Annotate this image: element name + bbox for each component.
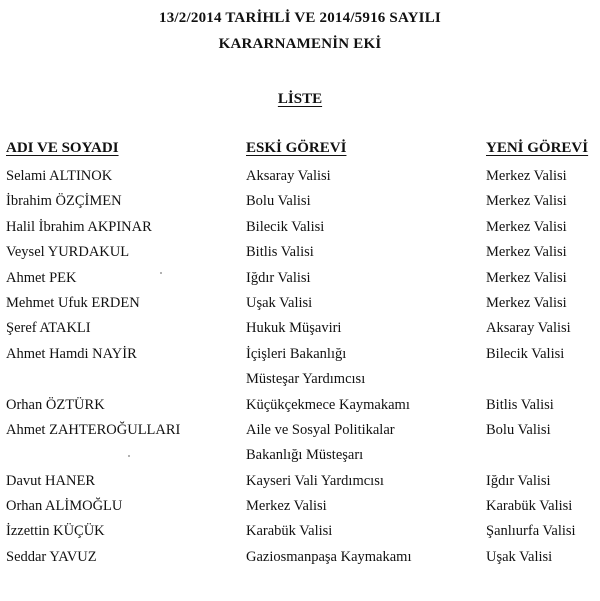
new-role: Merkez Valisi [486, 269, 567, 286]
new-role: Bolu Valisi [486, 421, 551, 438]
old-role: Bolu Valisi [246, 193, 311, 210]
new-role: Uşak Valisi [486, 548, 553, 565]
old-role: Karabük Valisi [246, 523, 333, 540]
person-name: İbrahim ÖZÇİMEN [6, 193, 122, 210]
list-row [0, 469, 600, 494]
person-name: Mehmet Ufuk ERDEN [6, 294, 140, 311]
person-name: Ahmet ZAHTEROĞULLARI [6, 421, 181, 438]
new-role: Iğdır Valisi [486, 472, 551, 489]
person-name: Selami ALTINOK [6, 168, 113, 184]
list-row-continuation [0, 443, 600, 468]
list-row-continuation [0, 367, 600, 392]
new-role: Merkez Valisi [486, 168, 567, 184]
old-role: Bitlis Valisi [246, 244, 314, 261]
list-row [0, 418, 600, 443]
list-row [0, 240, 600, 265]
list-row [0, 545, 600, 570]
list-row [0, 393, 600, 418]
old-role: Bilecik Valisi [246, 218, 325, 235]
old-role: Aksaray Valisi [246, 168, 331, 184]
new-role: Bilecik Valisi [486, 345, 565, 362]
old-role: Merkez Valisi [246, 498, 327, 515]
new-role: Bitlis Valisi [486, 396, 554, 413]
person-name: Orhan ALİMOĞLU [6, 498, 123, 515]
list-row [0, 215, 600, 240]
new-role: Aksaray Valisi [486, 320, 571, 337]
old-role: Aile ve Sosyal Politikalar [246, 421, 395, 438]
new-role: Karabük Valisi [486, 498, 573, 515]
old-role: Uşak Valisi [246, 294, 313, 311]
new-role: Merkez Valisi [486, 218, 567, 235]
person-name: İzzettin KÜÇÜK [6, 523, 105, 540]
old-role: Gaziosmanpaşa Kaymakamı [246, 548, 412, 565]
list-row [0, 291, 600, 316]
new-role: Merkez Valisi [486, 294, 567, 311]
old-role: Müsteşar Yardımcısı [246, 371, 366, 388]
old-role: Iğdır Valisi [246, 269, 311, 286]
person-name: Halil İbrahim AKPINAR [6, 218, 152, 235]
list-row [0, 189, 600, 214]
new-role: Merkez Valisi [486, 193, 567, 210]
old-role: Küçükçekmece Kaymakamı [246, 396, 410, 413]
document-title-line-1: 13/2/2014 TARİHLİ VE 2014/5916 SAYILI [159, 10, 441, 26]
document-title-line-2: KARARNAMENİN EKİ [218, 36, 382, 52]
list-row [0, 266, 600, 291]
new-role: Merkez Valisi [486, 244, 567, 261]
column-header-old-role: ESKİ GÖREVİ [246, 140, 347, 156]
person-name: Orhan ÖZTÜRK [6, 396, 105, 413]
new-role: Şanlıurfa Valisi [486, 523, 576, 540]
scan-speck [128, 455, 130, 457]
column-header-new-role: YENİ GÖREVİ [486, 140, 589, 156]
person-name: Davut HANER [6, 472, 96, 489]
person-name: Ahmet Hamdi NAYİR [6, 345, 137, 362]
person-name: Seddar YAVUZ [6, 548, 97, 565]
old-role: Kayseri Vali Yardımcısı [246, 472, 384, 489]
old-role: Hukuk Müşaviri [246, 320, 342, 337]
appointment-list [0, 164, 600, 570]
old-role: Bakanlığı Müsteşarı [246, 447, 364, 464]
column-header-name: ADI VE SOYADI [6, 140, 119, 156]
old-role: İçişleri Bakanlığı [246, 345, 347, 362]
list-row [0, 342, 600, 367]
list-row [0, 316, 600, 341]
list-heading-wrapper [0, 90, 600, 108]
person-name: Şeref ATAKLI [6, 320, 91, 337]
list-row [0, 164, 600, 189]
list-heading: LİSTE [277, 91, 323, 107]
person-name: Ahmet PEK [6, 269, 77, 286]
scan-speck [160, 272, 162, 274]
person-name: Veysel YURDAKUL [6, 244, 130, 261]
list-row [0, 519, 600, 544]
list-row [0, 494, 600, 519]
